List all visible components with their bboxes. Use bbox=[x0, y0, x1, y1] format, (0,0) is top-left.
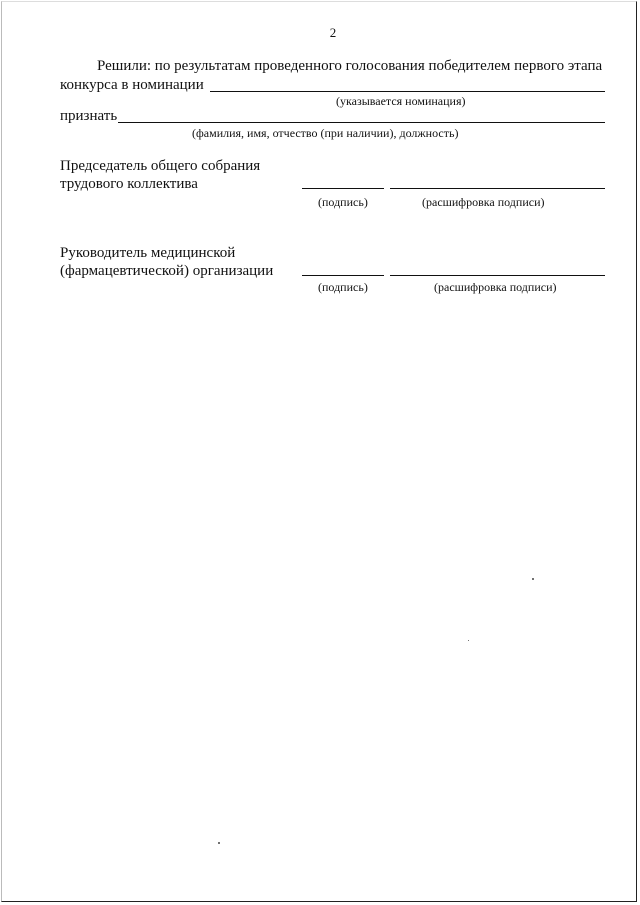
head-decoding-caption: (расшифровка подписи) bbox=[434, 280, 557, 294]
decision-text-line1: Решили: по результатам проведенного голосования победителем первого этапа bbox=[97, 58, 603, 74]
person-blank-line bbox=[118, 122, 605, 123]
chairman-title-line1: Председатель общего собрания bbox=[60, 158, 261, 174]
person-caption: (фамилия, имя, отчество (при наличии), должность) bbox=[192, 126, 459, 140]
head-title-line2: (фармацевтической) организации bbox=[60, 263, 274, 279]
chairman-decoding-line bbox=[390, 188, 605, 189]
nomination-blank-line bbox=[210, 91, 605, 92]
nomination-caption: (указывается номинация) bbox=[336, 94, 466, 108]
chairman-signature-line bbox=[302, 188, 384, 189]
chairman-title-line2: трудового коллектива bbox=[60, 176, 198, 192]
head-signature-line bbox=[302, 275, 384, 276]
scan-speck bbox=[218, 842, 220, 844]
chairman-decoding-caption: (расшифровка подписи) bbox=[422, 195, 545, 209]
scan-speck bbox=[532, 578, 534, 580]
head-title-line1: Руководитель медицинской bbox=[60, 245, 236, 261]
decision-text-line2: конкурса в номинации bbox=[60, 77, 204, 93]
scan-speck bbox=[468, 640, 469, 641]
head-decoding-line bbox=[390, 275, 605, 276]
recognize-label: признать bbox=[60, 108, 118, 124]
chairman-signature-caption: (подпись) bbox=[318, 195, 368, 209]
head-signature-caption: (подпись) bbox=[318, 280, 368, 294]
page-number: 2 bbox=[329, 25, 337, 40]
